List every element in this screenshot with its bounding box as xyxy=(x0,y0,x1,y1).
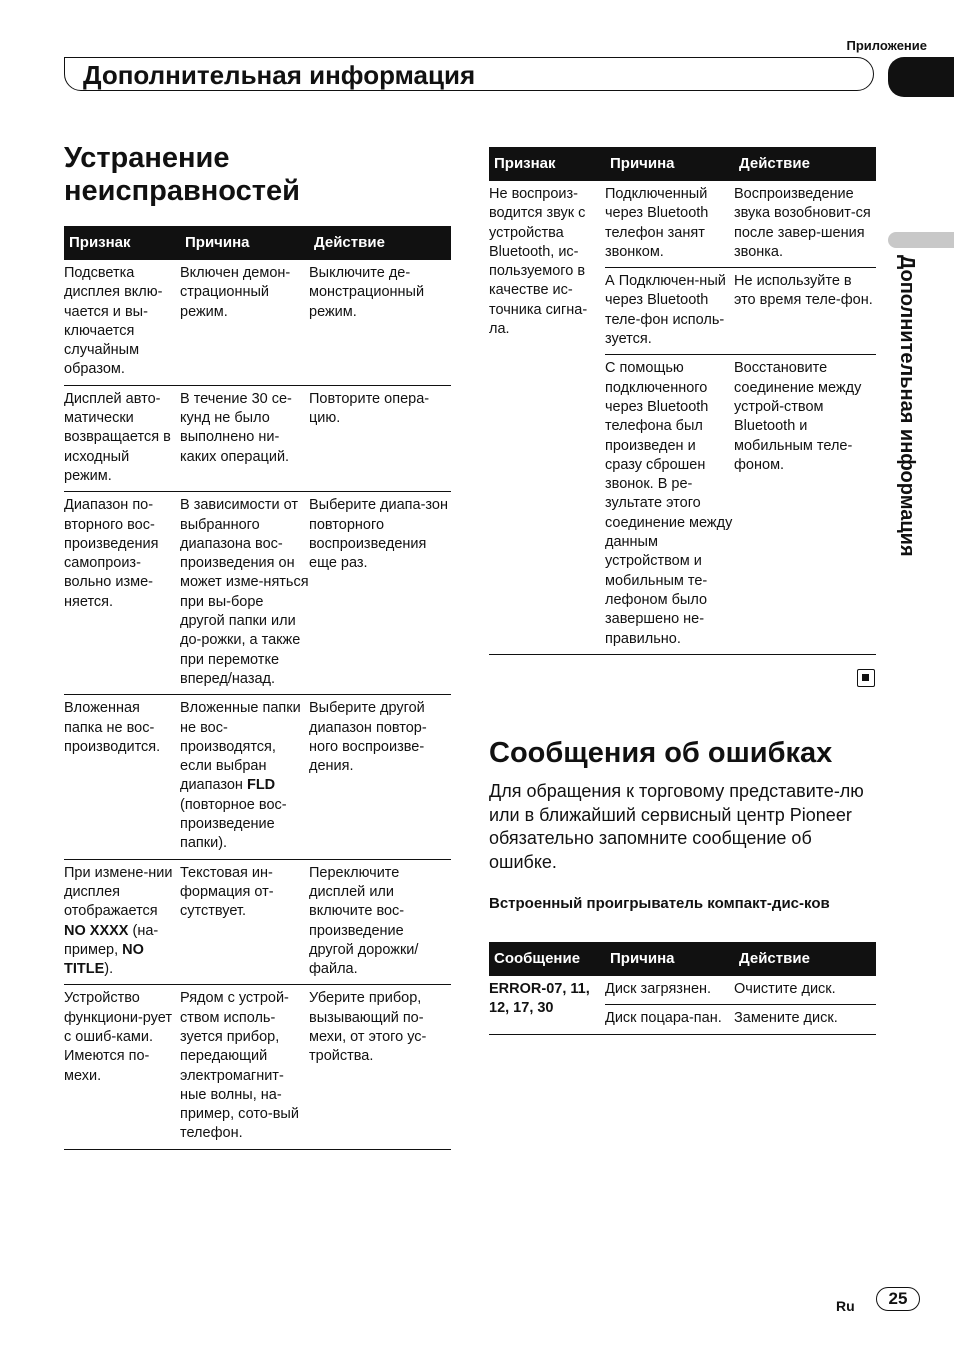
corner-tab xyxy=(888,57,954,97)
end-of-section-icon xyxy=(857,669,875,687)
bluetooth-table xyxy=(489,147,876,655)
cause-text: Вложенные папки не вос-производятся, если выбран диапазон xyxy=(180,700,301,794)
table-row xyxy=(64,985,451,1149)
action-cell: Выберите диапа-зон повторного воспроизведения еще раз. xyxy=(309,492,451,695)
action-cell: Переключите дисплей или включите вос-произведение другой дорожки/ файла. xyxy=(309,859,451,985)
page-number: 25 xyxy=(876,1287,920,1311)
action-cell: Воспроизведение звука возобновит-ся после завер-шения звонка. xyxy=(734,186,871,260)
table-row xyxy=(64,492,451,695)
symptom-text: При измене-нии дисплея отображается xyxy=(64,864,173,920)
column-header: Признак xyxy=(64,226,180,260)
symptom-cell: Вложенная папка не вос-производится. xyxy=(64,695,180,859)
cause-cell: С помощью подключенного через Bluetooth телефона был произведен и сразу сброшен звонок. В ре-зультате этого соединение между данным устройством и мобильным те-лефоном было завершено не-правильно. xyxy=(605,355,734,654)
action-cell: Замените диск. xyxy=(734,1005,876,1034)
column-header: Действие xyxy=(734,147,876,181)
action-cell: Выберите другой диапазон повтор-ного воспроизве-дения. xyxy=(309,695,451,859)
symptom-text: (на-пример, xyxy=(64,922,159,958)
errors-intro: Для обращения к торговому представите-лю или в ближайший сервисный центр Pioneer обязательно запомните сообщение об ошибке. xyxy=(489,781,864,872)
column-header: Причина xyxy=(605,147,734,181)
side-tab xyxy=(888,255,928,595)
symptom-text: ). xyxy=(104,961,114,978)
chapter-banner xyxy=(64,57,874,91)
action-cell: Не используйте в это время теле-фон. xyxy=(734,268,876,355)
cause-cell: В зависимости от выбранного диапазона вос-произведения он может изме-няться при вы-боре другой папки или до-рожки, а также при перемотке вперед/назад. xyxy=(180,492,309,695)
symptom-cell: Не воспроиз-водится звук с устройства Bluetooth, ис-пользуемого в качестве ис-точника сигна-ла. xyxy=(489,181,605,654)
error-code-cell: ERROR-07, 11, 12, 17, 30 xyxy=(489,976,605,1034)
troubleshooting-title: Устранение неисправностей xyxy=(64,142,300,207)
cause-cell: Подключенный через Bluetooth телефон занят звонком. xyxy=(605,186,709,260)
table-header-row xyxy=(64,226,451,260)
symptom-cell xyxy=(64,859,180,985)
cause-cell xyxy=(180,695,309,859)
column-header: Действие xyxy=(734,942,876,976)
table-header-row xyxy=(489,942,876,976)
cause-cell: В течение 30 се-кунд не было выполнено ни-каких операций. xyxy=(180,385,309,491)
symptom-cell: Устройство функциони-рует с ошиб-ками. Имеются по-мехи. xyxy=(64,985,180,1149)
chapter-title: Дополнительная информация xyxy=(83,60,476,90)
cause-cell: Рядом с устрой-ством исполь-зуется прибор, передающий электромагнит-ные волны, на-пример, сото-вый телефон. xyxy=(180,985,309,1149)
symptom-cell: Диапазон по-вторного вос-произведения самопроиз-вольно изме-няется. xyxy=(64,492,180,695)
action-cell: Повторите опера-цию. xyxy=(309,385,451,491)
action-cell: Выключите де-монстрационный режим. xyxy=(309,260,451,385)
column-header: Причина xyxy=(605,942,734,976)
section-label: Приложение xyxy=(846,38,927,53)
table-row xyxy=(64,859,451,985)
cause-cell: Текстовая ин-формация от-сутствует. xyxy=(180,859,309,985)
cause-text: (повторное вос-произведение папки). xyxy=(180,796,287,852)
symptom-code: NO TITLE xyxy=(64,941,144,978)
side-tab-marker xyxy=(888,232,954,248)
cause-cell: А Подключен-ный через Bluetooth теле-фон исполь-зуется. xyxy=(605,268,734,355)
action-cell: Очистите диск. xyxy=(734,981,836,997)
troubleshooting-table xyxy=(64,226,451,1150)
table-header-row xyxy=(489,147,876,181)
cause-cell: Включен демон-страционный режим. xyxy=(180,260,309,385)
column-header: Причина xyxy=(180,226,309,260)
action-cell: Уберите прибор, вызывающий по-мехи, от этого ус-тройства. xyxy=(309,985,451,1149)
symptom-cell: Подсветка дисплея вклю-чается и вы-ключается случайным образом. xyxy=(64,260,180,385)
table-row xyxy=(64,695,451,859)
table-row xyxy=(489,976,876,1005)
cause-cell: Диск поцара-пан. xyxy=(605,1005,734,1034)
table-row xyxy=(64,260,451,385)
table-row xyxy=(64,385,451,491)
table-row xyxy=(489,181,876,268)
errors-subheading: Встроенный проигрыватель компакт-дис-ков xyxy=(489,895,830,912)
side-tab-label: Дополнительная информация xyxy=(896,255,918,557)
column-header: Сообщение xyxy=(489,942,605,976)
column-header: Действие xyxy=(309,226,451,260)
errors-title: Сообщения об ошибках xyxy=(489,737,833,769)
symptom-cell: Дисплей авто-матически возвращается в исходный режим. xyxy=(64,385,180,491)
symptom-code: NO XXXX xyxy=(64,922,129,939)
error-messages-table xyxy=(489,942,876,1035)
language-label: Ru xyxy=(836,1298,855,1314)
cause-code: FLD xyxy=(246,777,276,794)
action-cell: Восстановите соединение между устрой-ством Bluetooth и мобильным теле-фоном. xyxy=(734,355,876,654)
cause-cell: Диск загрязнен. xyxy=(605,981,712,997)
column-header: Признак xyxy=(489,147,605,181)
